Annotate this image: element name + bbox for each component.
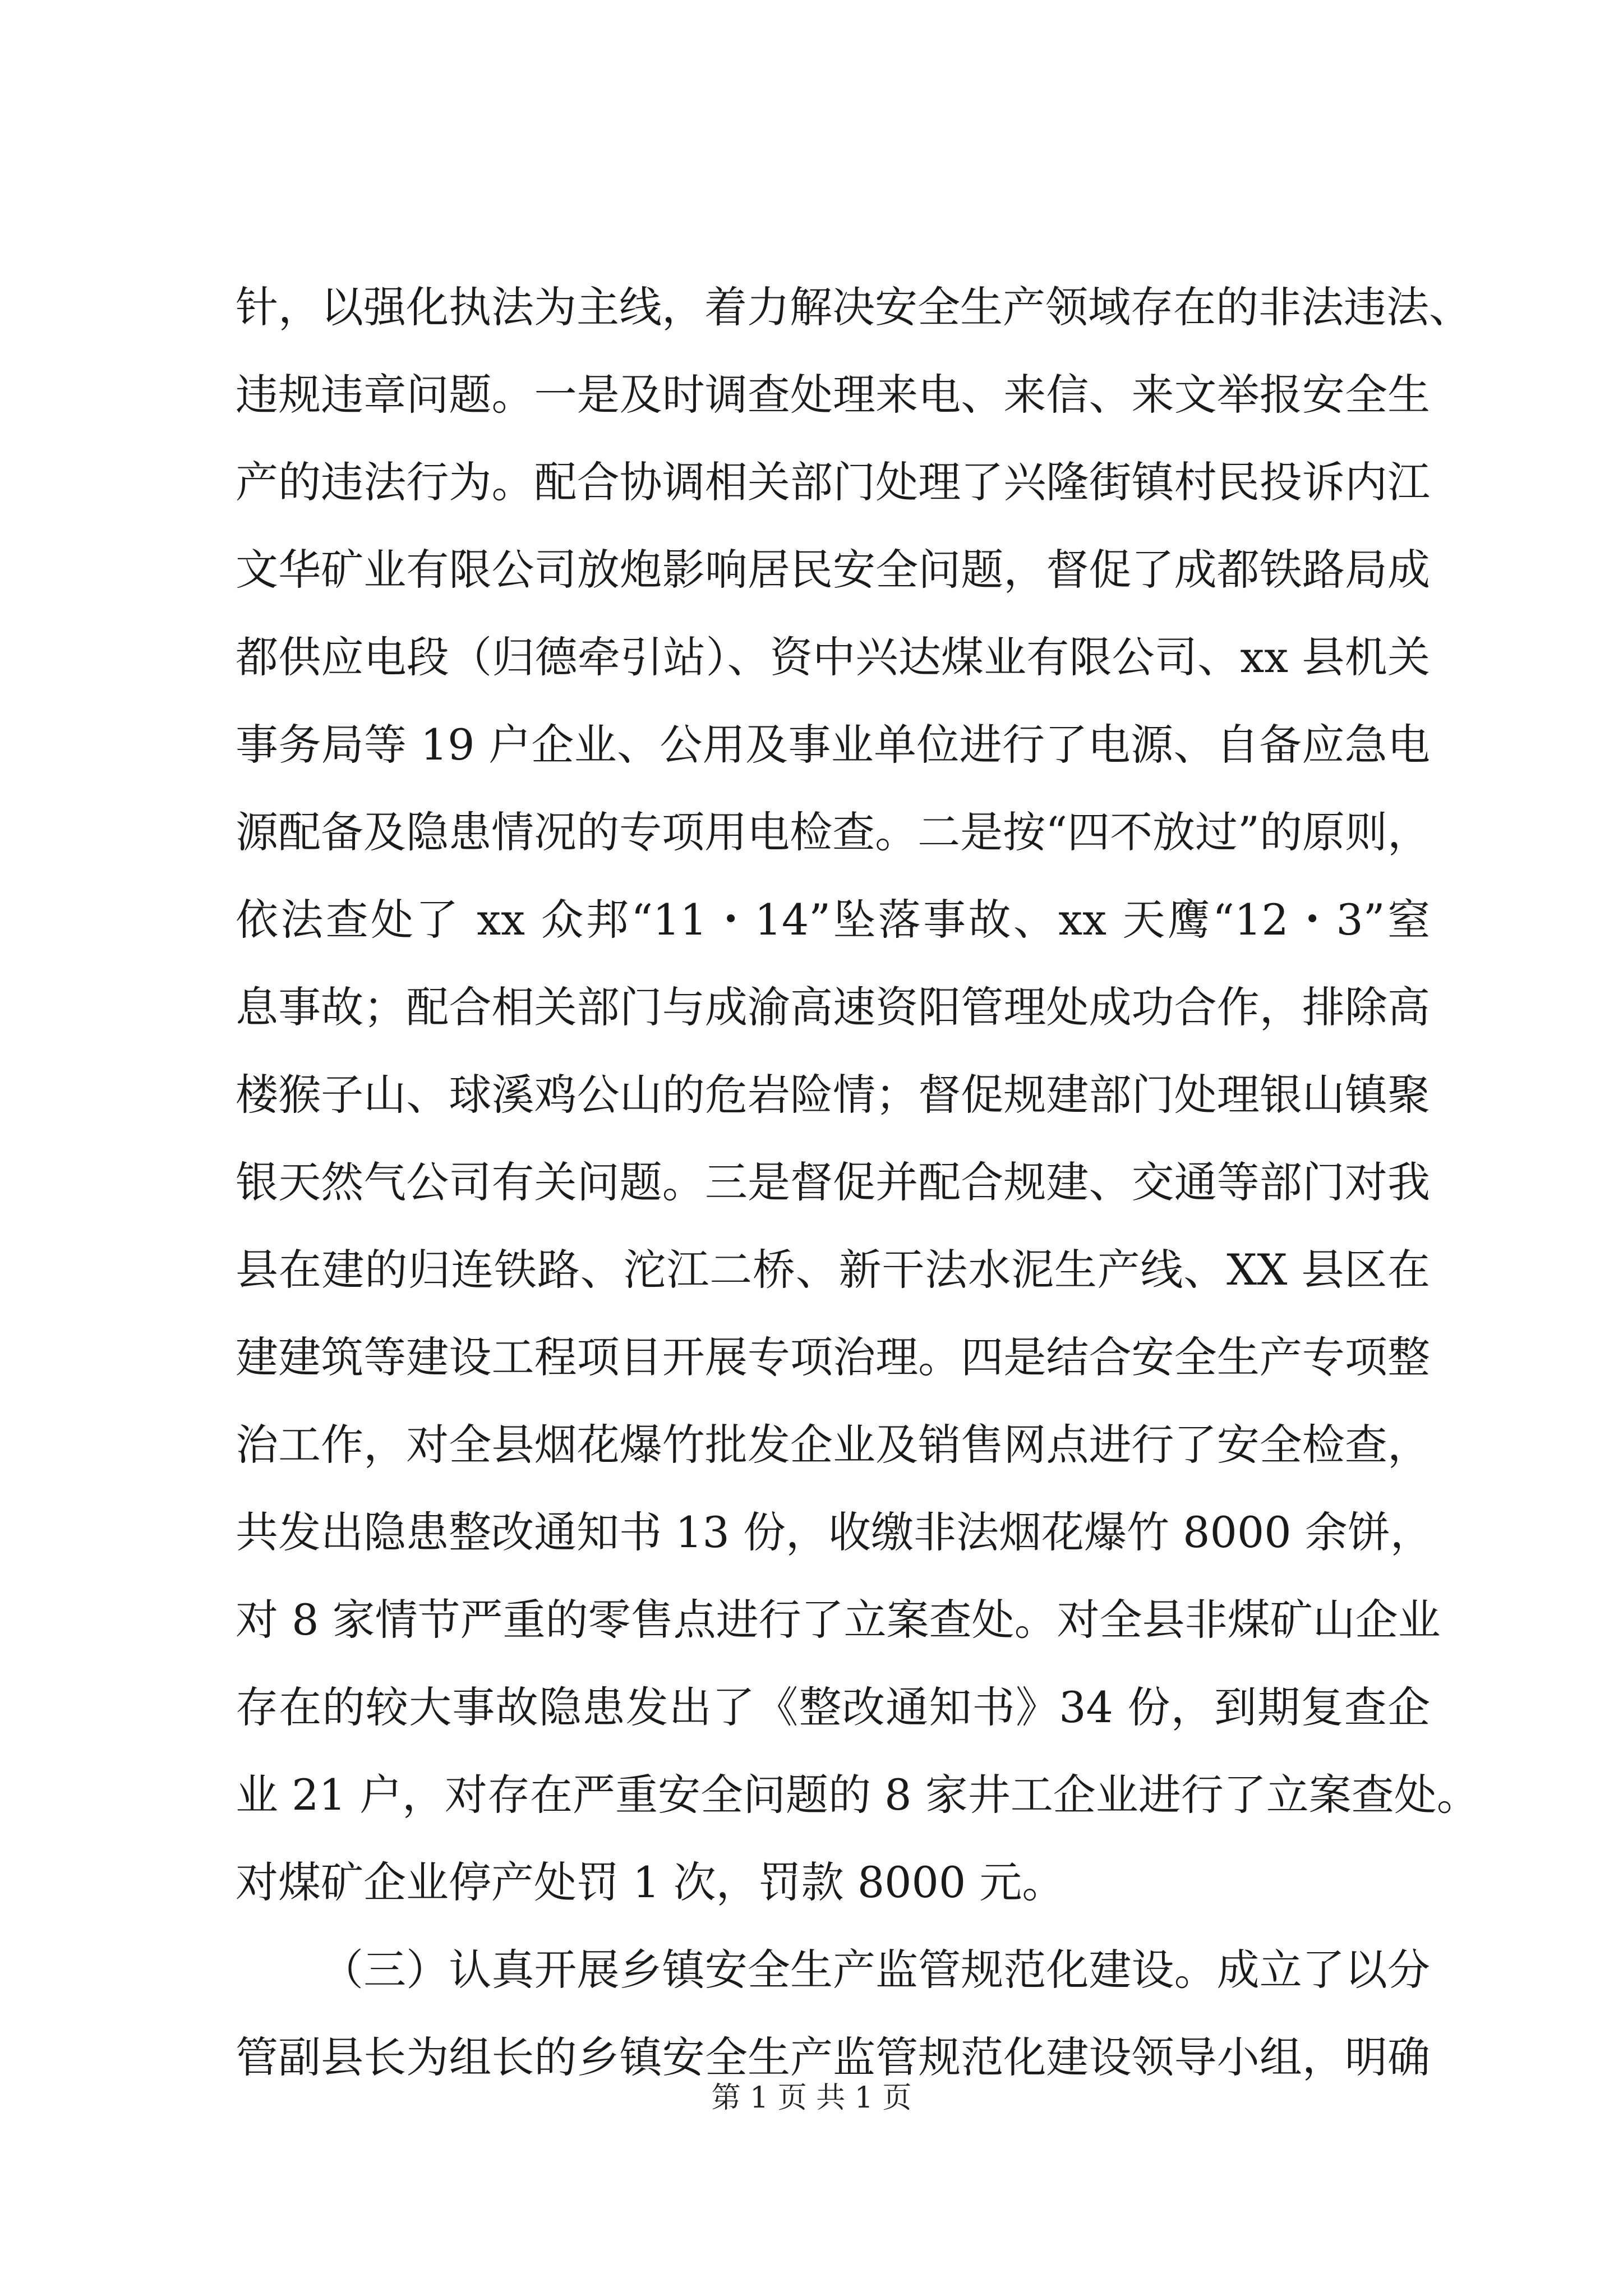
text-line: 事务局等 19 户企业、公用及事业单位进行了电源、自备应急电 — [236, 720, 1430, 770]
text-line: 都供应电段（归德牵引站）、资中兴达煤业有限公司、xx 县机关 — [236, 632, 1430, 682]
text-line: 治工作，对全县烟花爆竹批发企业及销售网点进行了安全检查， — [236, 1420, 1430, 1470]
text-line: 产的违法行为。配合协调相关部门处理了兴隆街镇村民投诉内江 — [236, 457, 1430, 507]
text-line: 源配备及隐患情况的专项用电检查。二是按“四不放过”的原则， — [236, 807, 1430, 857]
text-line: 对 8 家情节严重的零售点进行了立案查处。对全县非煤矿山企业 — [236, 1595, 1441, 1645]
text-line: 业 21 户，对存在严重安全问题的 8 家井工企业进行了立案查处。 — [236, 1770, 1479, 1820]
document-body — [236, 264, 1479, 2101]
page-footer: 第 1 页 共 1 页 — [711, 2081, 912, 2115]
text-line: 管副县长为组长的乡镇安全生产监管规范化建设领导小组，明确 — [236, 2032, 1430, 2082]
text-line: 违规违章问题。一是及时调查处理来电、来信、来文举报安全生 — [236, 370, 1430, 420]
text-line: 楼猴子山、球溪鸡公山的危岩险情；督促规建部门处理银山镇聚 — [236, 1070, 1430, 1120]
text-line: 存在的较大事故隐患发出了《整改通知书》34 份，到期复查企 — [236, 1682, 1430, 1732]
text-line: 县在建的归连铁路、沱江二桥、新干法水泥生产线、XX 县区在 — [236, 1245, 1430, 1295]
section-heading-line: （三）认真开展乡镇安全生产监管规范化建设。成立了以分 — [321, 1945, 1430, 1995]
text-line: 文华矿业有限公司放炮影响居民安全问题，督促了成都铁路局成 — [236, 545, 1430, 595]
text-line: 针，以强化执法为主线，着力解决安全生产领域存在的非法违法、 — [236, 282, 1472, 332]
text-line: 银天然气公司有关问题。三是督促并配合规建、交通等部门对我 — [236, 1157, 1430, 1207]
text-line: 建建筑等建设工程项目开展专项治理。四是结合安全生产专项整 — [236, 1332, 1430, 1382]
text-line: 共发出隐患整改通知书 13 份，收缴非法烟花爆竹 8000 余饼， — [236, 1507, 1433, 1557]
paragraph-end-line: 对煤矿企业停产处罚 1 次，罚款 8000 元。 — [236, 1857, 1065, 1907]
text-line: 依法查处了 xx 众邦“11・14”坠落事故、xx 天鹰“12・3”窒 — [236, 895, 1430, 945]
text-line: 息事故；配合相关部门与成渝高速资阳管理处成功合作，排除高 — [236, 982, 1430, 1032]
